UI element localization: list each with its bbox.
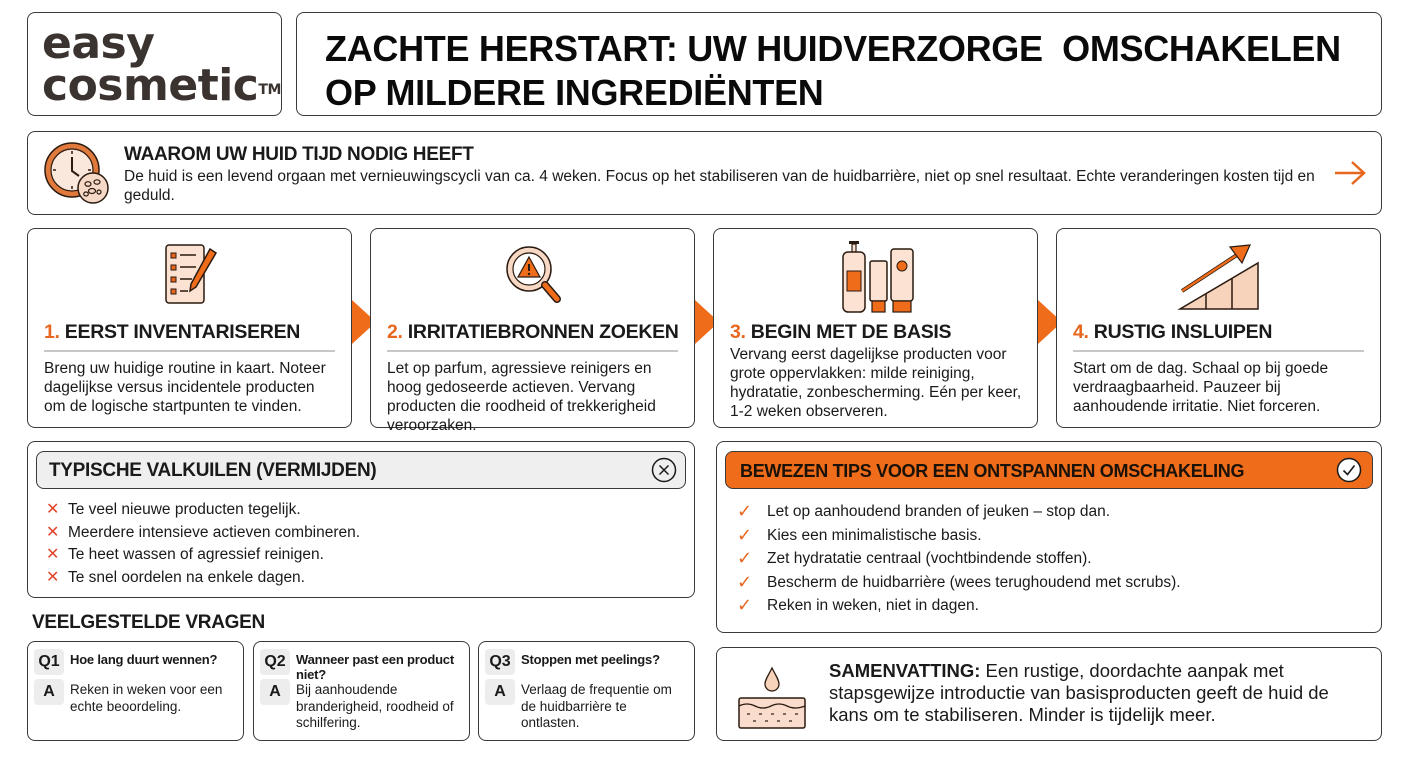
list-item: ✕ Te veel nieuwe producten tegelijk.: [46, 499, 360, 522]
step-text: Let op parfum, agressieve reinigers en hoog gedoseerde actieven. Vervang producten die roodheid of trekkerigheid veroorzaken.: [387, 360, 656, 434]
tips-header: [725, 451, 1373, 489]
brand-line-2: cosmetic: [42, 60, 259, 111]
skin-layer-drop-icon: [737, 660, 807, 730]
list-item: ✕ Te heet wassen of agressief reinigen.: [46, 544, 360, 567]
list-item: ✓ Bescherm de huidbarrière (wees terughoudend met scrubs).: [737, 571, 1181, 595]
faq-title: VEELGESTELDE VRAGEN: [32, 612, 265, 633]
why-title: WAAROM UW HUID TIJD NODIG HEEFT: [124, 144, 474, 165]
pitfalls-title: TYPISCHE VALKUILEN (VERMIJDEN): [49, 460, 377, 481]
why-panel: [27, 131, 1382, 215]
question-badge: Q2: [260, 649, 290, 675]
step-title: BEGIN MET DE BASIS: [750, 321, 952, 343]
step-text: Vervang eerst dagelijkse producten voor grote oppervlakken: milde reiniging, hydratatie, zonbescherming. Eén per keer, 1-2 weken observeren.: [730, 346, 1022, 420]
summary-label: SAMENVATTING:: [829, 660, 981, 681]
faq-question: Hoe lang duurt wennen?: [70, 652, 218, 667]
step-title: EERST INVENTARISEREN: [64, 321, 301, 343]
summary-text: SAMENVATTING: Een rustige, doordachte aanpak met stapsgewijze introductie van basisproducten geeft de huid de kans om te stabiliseren. Minder is tijdelijk meer.: [829, 660, 1329, 725]
x-icon: ✕: [46, 501, 60, 518]
step-card-2: [370, 228, 695, 434]
list-item: ✕ Te snel oordelen na enkele dagen.: [46, 567, 360, 590]
pitfalls-header: [36, 451, 686, 489]
title-line-2: OP MILDERE INGREDIËNTEN: [325, 72, 824, 113]
brand-line-1: easy: [42, 18, 155, 69]
pitfalls-list: [46, 499, 360, 589]
faq-card-2: [253, 641, 470, 741]
tips-title: BEWEZEN TIPS VOOR EEN ONTSPANNEN OMSCHAKELING: [740, 461, 1245, 481]
step-title: IRRITATIEBRONNEN ZOEKEN: [407, 321, 679, 343]
faq-answer: Verlaag de frequentie om de huidbarrière te ontlasten.: [521, 682, 672, 730]
growth-ramp-icon: [1174, 239, 1264, 315]
check-icon: ✓: [737, 548, 753, 568]
why-text: De huid is een levend orgaan met vernieuwingscycli van ca. 4 weken. Focus op het stabiliseren van de huidbarrière, niet op snel resultaat. Echte veranderingen kosten tijd en geduld.: [124, 168, 1315, 204]
step-card-4: [1056, 228, 1381, 428]
magnifier-warning-icon: [493, 239, 573, 315]
faq-answer: Bij aanhoudende branderigheid, roodheid of schilfering.: [296, 682, 454, 730]
faq-question: Stoppen met peelings?: [521, 652, 660, 667]
step-text: Start om de dag. Schaal op bij goede verdraagbaarheid. Pauzeer bij aanhoudende irritatie. Niet forceren.: [1073, 360, 1329, 415]
title-line-1: ZACHTE HERSTART: UW HUIDVERZORGE OMSCHAKELEN: [325, 28, 1341, 69]
check-icon: ✓: [737, 501, 753, 521]
step-card-3: [713, 228, 1038, 428]
arrow-right-icon[interactable]: [1333, 160, 1367, 186]
list-item: ✕ Meerdere intensieve actieven combineren.: [46, 522, 360, 545]
question-badge: Q1: [34, 649, 64, 675]
divider: [44, 350, 335, 352]
faq-card-3: [478, 641, 695, 741]
faq-question: Wanneer past een product niet?: [296, 652, 454, 682]
close-circle-icon: [651, 457, 677, 483]
pitfalls-panel: [27, 441, 695, 598]
brand-logo: [27, 12, 282, 116]
answer-badge: A: [260, 679, 290, 705]
question-badge: Q3: [485, 649, 515, 675]
step-number: 3.: [730, 321, 746, 343]
step-title: RUSTIG INSLUIPEN: [1093, 321, 1273, 343]
answer-badge: A: [485, 679, 515, 705]
check-icon: ✓: [737, 524, 753, 545]
x-icon: ✕: [46, 546, 60, 563]
step-number: 1.: [44, 321, 60, 343]
answer-badge: A: [34, 679, 64, 705]
clock-skin-cell-icon: [42, 140, 112, 206]
trademark: TM: [258, 82, 281, 98]
list-item: ✓ Zet hydratatie centraal (vochtbindende stoffen).: [737, 547, 1181, 571]
check-icon: ✓: [737, 571, 753, 592]
list-item: ✓ Kies een minimalistische basis.: [737, 524, 1181, 548]
faq-answer: Reken in weken voor een echte beoordeling.: [70, 682, 223, 714]
checklist-pencil-icon: [150, 239, 230, 315]
check-icon: ✓: [737, 595, 753, 615]
step-card-1: [27, 228, 352, 428]
summary-panel: [716, 647, 1382, 741]
skincare-bottles-icon: [831, 239, 921, 315]
divider: [1073, 350, 1364, 352]
x-icon: ✕: [46, 568, 60, 586]
list-item: ✓ Let op aanhoudend branden of jeuken – stop dan.: [737, 500, 1181, 524]
faq-card-1: [27, 641, 244, 741]
check-circle-icon: [1336, 457, 1362, 483]
x-icon: ✕: [46, 523, 60, 541]
page-title: [296, 12, 1382, 116]
step-number: 2.: [387, 321, 403, 343]
divider: [387, 350, 678, 352]
list-item: ✓ Reken in weken, niet in dagen.: [737, 594, 1181, 618]
tips-list: [737, 500, 1181, 618]
tips-panel: [716, 441, 1382, 633]
step-number: 4.: [1073, 321, 1089, 343]
step-text: Breng uw huidige routine in kaart. Noteer dagelijkse versus incidentele producten om de logische startpunten te vinden.: [44, 360, 326, 415]
